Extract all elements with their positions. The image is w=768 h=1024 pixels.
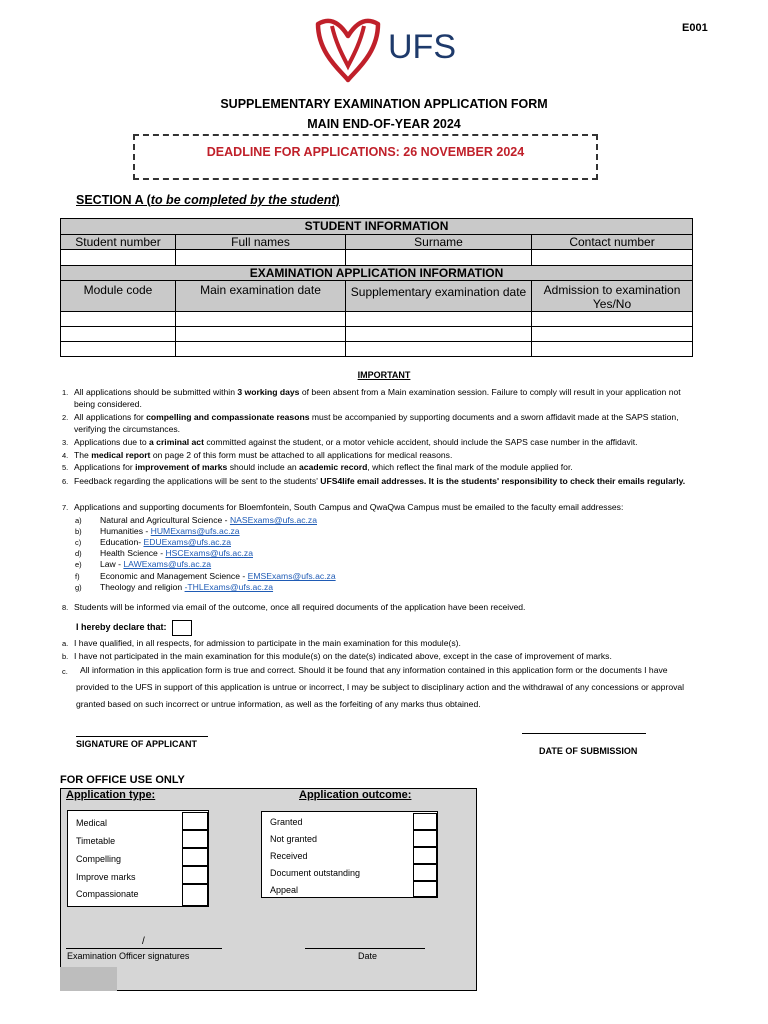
admission-field[interactable] bbox=[532, 327, 693, 342]
col-surname: Surname bbox=[346, 235, 532, 250]
outcome-not-granted-label: Not granted bbox=[270, 834, 318, 844]
supp-exam-date-field[interactable] bbox=[346, 327, 532, 342]
outcome-appeal-checkbox[interactable] bbox=[413, 881, 437, 897]
exam-info-heading: EXAMINATION APPLICATION INFORMATION bbox=[61, 266, 693, 281]
full-names-field[interactable] bbox=[176, 250, 346, 266]
module-code-field[interactable] bbox=[61, 312, 176, 327]
applicant-signature-line[interactable] bbox=[76, 736, 208, 737]
submission-date-label: DATE OF SUBMISSION bbox=[539, 746, 638, 756]
outcome-received-checkbox[interactable] bbox=[413, 847, 437, 864]
col-module-code: Module code bbox=[61, 281, 176, 312]
type-compassionate-label: Compassionate bbox=[76, 889, 139, 899]
outcome-not-granted-checkbox[interactable] bbox=[413, 830, 437, 847]
deadline-text: DEADLINE FOR APPLICATIONS: 26 NOVEMBER 2024 bbox=[206, 145, 525, 159]
outcome-granted-label: Granted bbox=[270, 817, 303, 827]
student-info-heading: STUDENT INFORMATION bbox=[61, 219, 693, 235]
type-compelling-checkbox[interactable] bbox=[182, 848, 208, 866]
application-outcome-heading: Application outcome: bbox=[299, 789, 412, 801]
form-code: E001 bbox=[682, 22, 708, 34]
main-exam-date-field[interactable] bbox=[176, 327, 346, 342]
col-student-number: Student number bbox=[61, 235, 176, 250]
col-full-names: Full names bbox=[176, 235, 346, 250]
faculty-email-link[interactable]: HSCExams@ufs.ac.za bbox=[165, 548, 253, 558]
applicant-signature-label: SIGNATURE OF APPLICANT bbox=[76, 739, 197, 749]
type-compelling-label: Compelling bbox=[76, 854, 122, 864]
office-date-line[interactable] bbox=[305, 948, 425, 949]
type-timetable-label: Timetable bbox=[76, 836, 116, 846]
col-admission: Admission to examination Yes/No bbox=[532, 281, 693, 312]
module-code-field[interactable] bbox=[61, 342, 176, 357]
ufs-logo bbox=[312, 14, 472, 84]
logo-text: UFS bbox=[388, 28, 456, 66]
col-supplementary-exam-date: Supplementary examination date bbox=[346, 281, 532, 312]
submission-date-line[interactable] bbox=[522, 733, 646, 734]
outcome-appeal-label: Appeal bbox=[270, 885, 299, 895]
form-title: SUPPLEMENTARY EXAMINATION APPLICATION FORM bbox=[220, 97, 548, 111]
faculty-email-link[interactable]: -THLExams@ufs.ac.za bbox=[184, 582, 274, 592]
outcome-document-outstanding-checkbox[interactable] bbox=[413, 864, 437, 881]
faculty-email-link[interactable]: EDUExams@ufs.ac.za bbox=[143, 537, 232, 547]
office-corner-shade bbox=[60, 967, 117, 991]
officer-signature-label: Examination Officer signatures bbox=[67, 951, 190, 961]
admission-field[interactable] bbox=[532, 312, 693, 327]
important-heading: IMPORTANT bbox=[357, 370, 411, 380]
col-main-exam-date: Main examination date bbox=[176, 281, 346, 312]
faculty-email-link[interactable]: NASExams@ufs.ac.za bbox=[229, 515, 317, 525]
application-table bbox=[60, 218, 693, 357]
main-exam-date-field[interactable] bbox=[176, 312, 346, 327]
form-subtitle: MAIN END-OF-YEAR 2024 bbox=[307, 117, 461, 131]
office-use-title: FOR OFFICE USE ONLY bbox=[60, 774, 185, 786]
declaration-c: All information in this application form is true and correct. Should it be found that any information contained in this application form or the documents I have provided to the UFS in support of this application is untrue or incorrect, I may be subject to disciplinary action and the withdrawal of any concessions or approval granted based on such incorrect or untrue information, as well as the forfeiting of any marks thus obtained. bbox=[76, 665, 685, 709]
section-a-heading: SECTION A (to be completed by the student) bbox=[76, 193, 340, 207]
main-exam-date-field[interactable] bbox=[176, 342, 346, 357]
declaration-checkbox[interactable] bbox=[172, 620, 192, 636]
declaration-heading: I hereby declare that: bbox=[76, 622, 167, 632]
type-medical-checkbox[interactable] bbox=[182, 812, 208, 830]
officer-signature-slash: / bbox=[142, 936, 145, 947]
type-compassionate-checkbox[interactable] bbox=[182, 884, 208, 906]
student-number-field[interactable] bbox=[61, 250, 176, 266]
outcome-received-label: Received bbox=[270, 851, 308, 861]
application-type-heading: Application type: bbox=[66, 789, 156, 801]
officer-signature-line[interactable] bbox=[66, 948, 222, 949]
faculty-email-link[interactable]: LAWExams@ufs.ac.za bbox=[123, 559, 212, 569]
office-date-label: Date bbox=[358, 951, 378, 961]
type-medical-label: Medical bbox=[76, 818, 108, 828]
type-timetable-checkbox[interactable] bbox=[182, 830, 208, 848]
module-code-field[interactable] bbox=[61, 327, 176, 342]
type-improve-marks-checkbox[interactable] bbox=[182, 866, 208, 884]
supp-exam-date-field[interactable] bbox=[346, 312, 532, 327]
contact-number-field[interactable] bbox=[532, 250, 693, 266]
faculty-email-link[interactable]: HUMExams@ufs.ac.za bbox=[150, 526, 240, 536]
faculty-email-link[interactable]: EMSExams@ufs.ac.za bbox=[247, 571, 336, 581]
col-contact-number: Contact number bbox=[532, 235, 693, 250]
surname-field[interactable] bbox=[346, 250, 532, 266]
admission-field[interactable] bbox=[532, 342, 693, 357]
outcome-granted-checkbox[interactable] bbox=[413, 813, 437, 830]
supp-exam-date-field[interactable] bbox=[346, 342, 532, 357]
type-improve-marks-label: Improve marks bbox=[76, 872, 136, 882]
outcome-document-outstanding-label: Document outstanding bbox=[270, 868, 361, 878]
